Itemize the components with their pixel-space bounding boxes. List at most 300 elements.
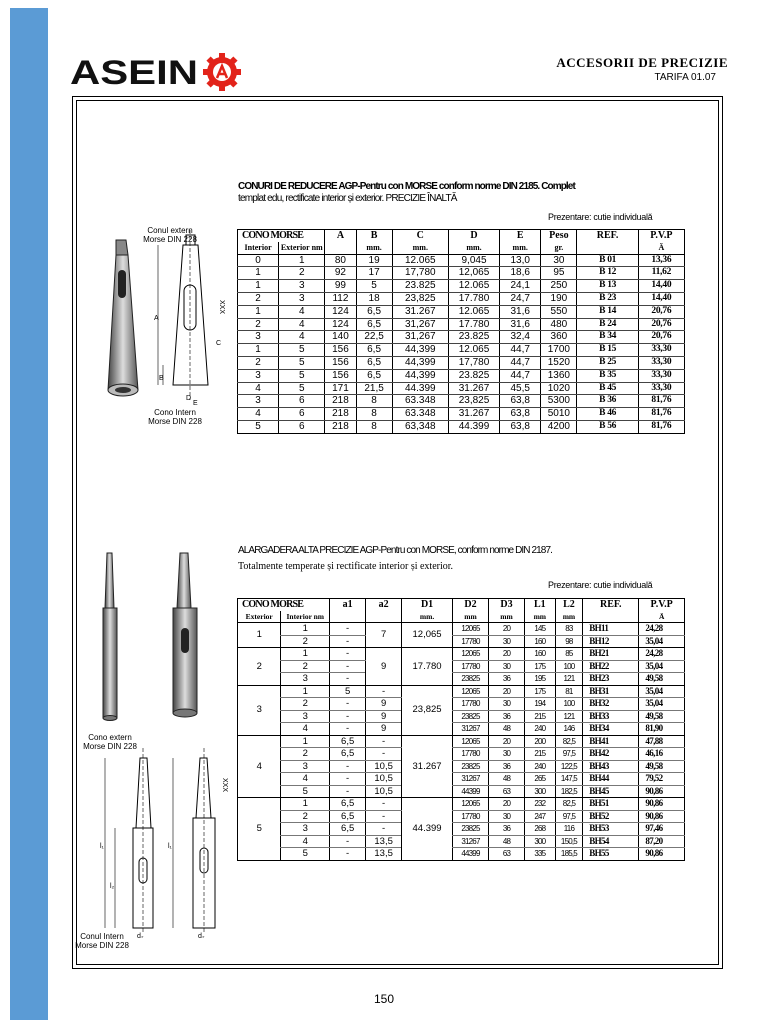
table-cell: 4 bbox=[281, 723, 330, 736]
table-row bbox=[238, 408, 685, 421]
reduction-sleeve-drawing bbox=[98, 225, 233, 430]
table-cell: - bbox=[366, 810, 402, 823]
svg-text:A: A bbox=[154, 315, 159, 322]
table-cell: 81 bbox=[555, 685, 583, 698]
table-cell: 4 bbox=[238, 735, 281, 798]
svg-text:d₂: d₂ bbox=[198, 933, 205, 938]
table-cell: B 35 bbox=[577, 369, 638, 382]
table-cell: 44399 bbox=[452, 785, 488, 798]
table-cell: - bbox=[330, 698, 366, 711]
table-cell: 31.267 bbox=[448, 382, 499, 395]
table-cell: 124 bbox=[325, 318, 356, 331]
table-cell: 24,7 bbox=[500, 292, 541, 305]
table-row bbox=[238, 673, 685, 686]
table-cell: 13,5 bbox=[366, 848, 402, 861]
table-cell: 218 bbox=[325, 395, 356, 408]
table-cell: BH41 bbox=[583, 735, 639, 748]
table-cell: 335 bbox=[524, 848, 555, 861]
table-cell: BH21 bbox=[583, 648, 639, 661]
table-cell: 4200 bbox=[541, 420, 577, 433]
table-cell: BH42 bbox=[583, 748, 639, 761]
table-cell: 2 bbox=[281, 810, 330, 823]
col-exterior: Exterior nm bbox=[279, 242, 325, 254]
table-cell: 12,065 bbox=[402, 623, 453, 648]
table-cell: BH32 bbox=[583, 698, 639, 711]
svg-text:l₁: l₁ bbox=[168, 843, 172, 850]
extension-sleeves-table bbox=[237, 598, 685, 861]
table-cell: 99 bbox=[325, 280, 356, 293]
table-cell: B 45 bbox=[577, 382, 638, 395]
table-cell: 17.780 bbox=[448, 318, 499, 331]
table-cell: 87,20 bbox=[639, 835, 685, 848]
table-cell: 80 bbox=[325, 254, 356, 267]
table-cell: 4 bbox=[281, 835, 330, 848]
table-cell: 5300 bbox=[541, 395, 577, 408]
unit2-d1: mm. bbox=[402, 611, 453, 623]
table-cell: 2 bbox=[281, 635, 330, 648]
table-row bbox=[238, 318, 685, 331]
svg-text:C: C bbox=[216, 340, 222, 347]
table-cell: BH45 bbox=[583, 785, 639, 798]
table-cell: 36 bbox=[488, 710, 524, 723]
table-cell: 480 bbox=[541, 318, 577, 331]
table-cell: 268 bbox=[524, 823, 555, 836]
table-cell: 5 bbox=[279, 382, 325, 395]
unit-peso: gr. bbox=[541, 242, 577, 254]
table-cell: 12,065 bbox=[448, 267, 499, 280]
table-row bbox=[238, 823, 685, 836]
table-cell: B 46 bbox=[577, 408, 638, 421]
table-cell: 218 bbox=[325, 408, 356, 421]
table-cell: B 56 bbox=[577, 420, 638, 433]
table-cell: 32,4 bbox=[500, 331, 541, 344]
table-cell: 17,780 bbox=[392, 267, 448, 280]
table-cell: 20,76 bbox=[638, 305, 684, 318]
table-cell: 8 bbox=[356, 395, 392, 408]
table-cell: 6 bbox=[279, 408, 325, 421]
table-cell: BH55 bbox=[583, 848, 639, 861]
table-row bbox=[238, 648, 685, 661]
col-a: A bbox=[325, 230, 356, 242]
table-cell: 21,5 bbox=[356, 382, 392, 395]
table-cell: 81,76 bbox=[638, 395, 684, 408]
unit-d: mm. bbox=[448, 242, 499, 254]
table-cell: 300 bbox=[524, 835, 555, 848]
col2-ref: REF. bbox=[583, 599, 639, 611]
section2-label-outer-cone: Cono extern Morse DIN 228 bbox=[83, 733, 137, 751]
table-cell: 17780 bbox=[452, 635, 488, 648]
table-cell: 3 bbox=[279, 280, 325, 293]
table-cell: 2 bbox=[238, 648, 281, 686]
table-cell: 6,5 bbox=[330, 748, 366, 761]
table-cell: 2 bbox=[281, 660, 330, 673]
table-cell: 1700 bbox=[541, 344, 577, 357]
table-cell: 7 bbox=[366, 623, 402, 648]
col2-cono: CONO MORSE bbox=[238, 599, 330, 611]
table-cell: 0 bbox=[238, 254, 279, 267]
table-cell: 11,62 bbox=[638, 267, 684, 280]
table-cell: 360 bbox=[541, 331, 577, 344]
table-row bbox=[238, 420, 685, 433]
table-cell: 92 bbox=[325, 267, 356, 280]
table-cell: 23825 bbox=[452, 673, 488, 686]
col2-a2: a2 bbox=[366, 599, 402, 611]
table-cell: 23825 bbox=[452, 760, 488, 773]
table-cell: 49,58 bbox=[639, 673, 685, 686]
table-cell: 9,045 bbox=[448, 254, 499, 267]
logo-text: ASEIN bbox=[70, 54, 198, 92]
table-cell: 82,5 bbox=[555, 798, 583, 811]
table-cell: 171 bbox=[325, 382, 356, 395]
table-cell: 85 bbox=[555, 648, 583, 661]
svg-text:d₂: d₂ bbox=[137, 933, 144, 938]
table-cell: - bbox=[330, 673, 366, 686]
table-cell: 1 bbox=[238, 267, 279, 280]
table-cell: 18,6 bbox=[500, 267, 541, 280]
table-cell: 2 bbox=[279, 267, 325, 280]
gear-icon bbox=[203, 53, 241, 91]
table-cell: 63 bbox=[488, 848, 524, 861]
table-cell: 44,399 bbox=[392, 369, 448, 382]
col-d: D bbox=[448, 230, 499, 242]
table-cell: 6,5 bbox=[330, 810, 366, 823]
table-cell: 20 bbox=[488, 735, 524, 748]
table-row bbox=[238, 685, 685, 698]
table-cell: 13,0 bbox=[500, 254, 541, 267]
table-cell: 5 bbox=[279, 356, 325, 369]
svg-text:l₂: l₂ bbox=[110, 883, 115, 890]
table-cell: 20 bbox=[488, 648, 524, 661]
table-cell: 49,58 bbox=[639, 760, 685, 773]
side-color-bar bbox=[10, 8, 48, 1020]
table-cell: 30 bbox=[488, 635, 524, 648]
table-row bbox=[238, 798, 685, 811]
table-cell: 5 bbox=[238, 420, 279, 433]
table-cell: B 23 bbox=[577, 292, 638, 305]
table-cell: 156 bbox=[325, 369, 356, 382]
table-cell: 1 bbox=[238, 344, 279, 357]
table-cell: 9 bbox=[366, 698, 402, 711]
table-cell: 20,76 bbox=[638, 318, 684, 331]
table-cell: - bbox=[330, 710, 366, 723]
table-cell: 23,825 bbox=[402, 685, 453, 735]
table-cell: 265 bbox=[524, 773, 555, 786]
table-row bbox=[238, 382, 685, 395]
table-cell: 63 bbox=[488, 785, 524, 798]
table-cell: 12065 bbox=[452, 735, 488, 748]
col-pvp-currency: Ä bbox=[638, 242, 684, 254]
table-cell: BH33 bbox=[583, 710, 639, 723]
table-row bbox=[238, 735, 685, 748]
table-cell: - bbox=[366, 823, 402, 836]
table-cell: 14,40 bbox=[638, 280, 684, 293]
col2-d3: D3 bbox=[488, 599, 524, 611]
table-cell: - bbox=[366, 748, 402, 761]
table-cell: 30 bbox=[488, 810, 524, 823]
table-cell: BH12 bbox=[583, 635, 639, 648]
table-cell: 35,04 bbox=[639, 660, 685, 673]
svg-text:XXX: XXX bbox=[221, 778, 228, 793]
table-cell: 24,1 bbox=[500, 280, 541, 293]
table-cell: 44.399 bbox=[392, 382, 448, 395]
col-e: E bbox=[500, 230, 541, 242]
table-cell: 33,30 bbox=[638, 369, 684, 382]
table-cell: 175 bbox=[524, 685, 555, 698]
table-cell: 44,399 bbox=[392, 356, 448, 369]
table-cell: 2 bbox=[238, 318, 279, 331]
table-cell: 36 bbox=[488, 760, 524, 773]
table-cell: 3 bbox=[281, 673, 330, 686]
table-cell: 5 bbox=[281, 785, 330, 798]
table-row bbox=[238, 760, 685, 773]
table-cell: 13,36 bbox=[638, 254, 684, 267]
table-cell: 46,16 bbox=[639, 748, 685, 761]
table-cell: 150,5 bbox=[555, 835, 583, 848]
table-cell: 79,52 bbox=[639, 773, 685, 786]
table-cell: 1 bbox=[238, 280, 279, 293]
table-cell: 19 bbox=[356, 254, 392, 267]
table-cell: 31,6 bbox=[500, 318, 541, 331]
table-row bbox=[238, 810, 685, 823]
table-cell: 12065 bbox=[452, 623, 488, 636]
table-cell: 6,5 bbox=[330, 823, 366, 836]
table-cell: 5 bbox=[330, 685, 366, 698]
table-cell: 14,40 bbox=[638, 292, 684, 305]
table-cell: 33,30 bbox=[638, 356, 684, 369]
table-cell: 23825 bbox=[452, 823, 488, 836]
table-cell: 82,5 bbox=[555, 735, 583, 748]
table-cell: 63.348 bbox=[392, 395, 448, 408]
table-cell: - bbox=[330, 785, 366, 798]
table-cell: B 13 bbox=[577, 280, 638, 293]
table-cell: 90,86 bbox=[639, 848, 685, 861]
table-cell: 12065 bbox=[452, 648, 488, 661]
table-cell: 63,8 bbox=[500, 408, 541, 421]
table-cell: 5 bbox=[279, 344, 325, 357]
col-interior: Interior bbox=[238, 242, 279, 254]
table-cell: 6,5 bbox=[356, 305, 392, 318]
table-cell: 33,30 bbox=[638, 344, 684, 357]
table-cell: 5010 bbox=[541, 408, 577, 421]
section2-title: ALARGADERA ALTA PRECIZIE AGP-Pentru con MORSE, conform norme DIN 2187. bbox=[238, 545, 552, 556]
table-cell: 17.780 bbox=[402, 648, 453, 686]
table-cell: 63,348 bbox=[392, 420, 448, 433]
table-cell: 31,267 bbox=[392, 318, 448, 331]
unit2-l1: mm bbox=[524, 611, 555, 623]
table-cell: 1 bbox=[281, 735, 330, 748]
table-cell: 3 bbox=[238, 331, 279, 344]
table-cell: 9 bbox=[366, 648, 402, 686]
section2-label-inner-cone: Conul Intern Morse DIN 228 bbox=[75, 932, 129, 950]
table-cell: 1 bbox=[281, 623, 330, 636]
table-cell: - bbox=[330, 835, 366, 848]
table-row bbox=[238, 292, 685, 305]
unit2-l2: mm bbox=[555, 611, 583, 623]
table-cell: 12065 bbox=[452, 798, 488, 811]
table-cell: 33,30 bbox=[638, 382, 684, 395]
table-cell: 2 bbox=[238, 356, 279, 369]
table-row bbox=[238, 369, 685, 382]
col-b: B bbox=[356, 230, 392, 242]
table-cell: 200 bbox=[524, 735, 555, 748]
table-cell: 5 bbox=[279, 369, 325, 382]
table-cell: 6,5 bbox=[356, 356, 392, 369]
table-cell: B 14 bbox=[577, 305, 638, 318]
table-cell: 48 bbox=[488, 835, 524, 848]
unit-b: mm. bbox=[356, 242, 392, 254]
table-cell: 6 bbox=[279, 420, 325, 433]
table-cell: 250 bbox=[541, 280, 577, 293]
table-cell: 90,86 bbox=[639, 810, 685, 823]
table-cell: 182,5 bbox=[555, 785, 583, 798]
table-cell: 4 bbox=[279, 331, 325, 344]
table-cell: 90,86 bbox=[639, 798, 685, 811]
table-cell: 23.825 bbox=[392, 280, 448, 293]
table-cell: 17,780 bbox=[448, 356, 499, 369]
section1-title-rest: templat edu, rectificate interior și exterior. PRECIZIE ÎNALTĂ bbox=[238, 193, 457, 204]
table-cell: BH43 bbox=[583, 760, 639, 773]
table-row bbox=[238, 848, 685, 861]
table-cell: 30 bbox=[541, 254, 577, 267]
table-cell: 3 bbox=[238, 369, 279, 382]
svg-text:E: E bbox=[193, 400, 198, 407]
table-cell: 44,7 bbox=[500, 356, 541, 369]
table-row bbox=[238, 635, 685, 648]
table-cell: 22,5 bbox=[356, 331, 392, 344]
col2-l1: L1 bbox=[524, 599, 555, 611]
col2-exterior: Exterior bbox=[238, 611, 281, 623]
table-cell: 1 bbox=[281, 685, 330, 698]
table-cell: 23,825 bbox=[448, 395, 499, 408]
table-cell: - bbox=[330, 848, 366, 861]
table-cell: 300 bbox=[524, 785, 555, 798]
table-cell: 4 bbox=[238, 382, 279, 395]
table-cell: 1 bbox=[281, 648, 330, 661]
table-cell: 6,5 bbox=[356, 344, 392, 357]
table-cell: 185,5 bbox=[555, 848, 583, 861]
table-row bbox=[238, 395, 685, 408]
table-cell: 63,8 bbox=[500, 420, 541, 433]
col2-a1: a1 bbox=[330, 599, 366, 611]
table-cell: 247 bbox=[524, 810, 555, 823]
unit-e: mm. bbox=[500, 242, 541, 254]
table-cell: 3 bbox=[238, 685, 281, 735]
table-cell: 90,86 bbox=[639, 785, 685, 798]
table-cell: 5 bbox=[356, 280, 392, 293]
table-cell: 10,5 bbox=[366, 760, 402, 773]
table-row bbox=[238, 254, 685, 267]
table-cell: 17780 bbox=[452, 698, 488, 711]
table-cell: 44,7 bbox=[500, 344, 541, 357]
table-cell: 2 bbox=[238, 292, 279, 305]
table-cell: 23,825 bbox=[392, 292, 448, 305]
table-cell: 215 bbox=[524, 748, 555, 761]
col-ref: REF. bbox=[577, 230, 638, 242]
table-cell: - bbox=[330, 760, 366, 773]
table-row bbox=[238, 623, 685, 636]
table-cell: 45,5 bbox=[500, 382, 541, 395]
table-cell: 24,28 bbox=[639, 623, 685, 636]
table-cell: 44.399 bbox=[448, 420, 499, 433]
table-row bbox=[238, 267, 685, 280]
table-cell: B 36 bbox=[577, 395, 638, 408]
table-cell: 4 bbox=[281, 773, 330, 786]
table-cell: 20 bbox=[488, 685, 524, 698]
table-row bbox=[238, 698, 685, 711]
table-cell: BH23 bbox=[583, 673, 639, 686]
table-cell: 195 bbox=[524, 673, 555, 686]
table-cell: 81,90 bbox=[639, 723, 685, 736]
table-cell: 49,58 bbox=[639, 710, 685, 723]
table-cell: - bbox=[366, 798, 402, 811]
table-cell: 81,76 bbox=[638, 420, 684, 433]
table-cell: 190 bbox=[541, 292, 577, 305]
table-cell: 156 bbox=[325, 344, 356, 357]
svg-text:B: B bbox=[159, 375, 164, 382]
table-cell: 63,8 bbox=[500, 395, 541, 408]
table-cell: 215 bbox=[524, 710, 555, 723]
page-number: 150 bbox=[373, 992, 395, 1006]
col2-d1: D1 bbox=[402, 599, 453, 611]
table-cell: BH44 bbox=[583, 773, 639, 786]
table-cell: 12065 bbox=[452, 685, 488, 698]
table-cell: 12.065 bbox=[392, 254, 448, 267]
table-cell: 146 bbox=[555, 723, 583, 736]
table-cell: 9 bbox=[366, 723, 402, 736]
table-cell: 31267 bbox=[452, 723, 488, 736]
table-cell: 31.267 bbox=[402, 735, 453, 798]
table-cell: - bbox=[330, 723, 366, 736]
table-cell: 116 bbox=[555, 823, 583, 836]
table-cell: 97,5 bbox=[555, 810, 583, 823]
table-cell: 1 bbox=[281, 798, 330, 811]
table-cell: 97,5 bbox=[555, 748, 583, 761]
table-cell: - bbox=[330, 623, 366, 636]
table-cell: 112 bbox=[325, 292, 356, 305]
table-cell: 24,28 bbox=[639, 648, 685, 661]
svg-text:l₁: l₁ bbox=[100, 843, 104, 850]
table-cell: - bbox=[366, 685, 402, 698]
table-cell: 10,5 bbox=[366, 773, 402, 786]
table-cell: 48 bbox=[488, 723, 524, 736]
table-cell: 97,46 bbox=[639, 823, 685, 836]
table-cell: 12.065 bbox=[448, 305, 499, 318]
table-row bbox=[238, 280, 685, 293]
table-cell: 147,5 bbox=[555, 773, 583, 786]
table-cell: 6,5 bbox=[330, 735, 366, 748]
table-cell: 20 bbox=[488, 623, 524, 636]
table-row bbox=[238, 305, 685, 318]
table-row bbox=[238, 356, 685, 369]
table-cell: 1360 bbox=[541, 369, 577, 382]
table-cell: 44,7 bbox=[500, 369, 541, 382]
table-cell: 6 bbox=[279, 395, 325, 408]
table-cell: 3 bbox=[281, 823, 330, 836]
col2-pvp: P.V.P bbox=[639, 599, 685, 611]
table-cell: 232 bbox=[524, 798, 555, 811]
col-c: C bbox=[392, 230, 448, 242]
table-cell: 121 bbox=[555, 710, 583, 723]
col-cono: CONO MORSE bbox=[238, 230, 325, 242]
table-cell: 12.065 bbox=[448, 344, 499, 357]
table-cell: 175 bbox=[524, 660, 555, 673]
table-row bbox=[238, 710, 685, 723]
table-cell: 1020 bbox=[541, 382, 577, 395]
table-row bbox=[238, 748, 685, 761]
table-cell: 30 bbox=[488, 660, 524, 673]
table-cell: 23825 bbox=[452, 710, 488, 723]
table-cell: BH53 bbox=[583, 823, 639, 836]
